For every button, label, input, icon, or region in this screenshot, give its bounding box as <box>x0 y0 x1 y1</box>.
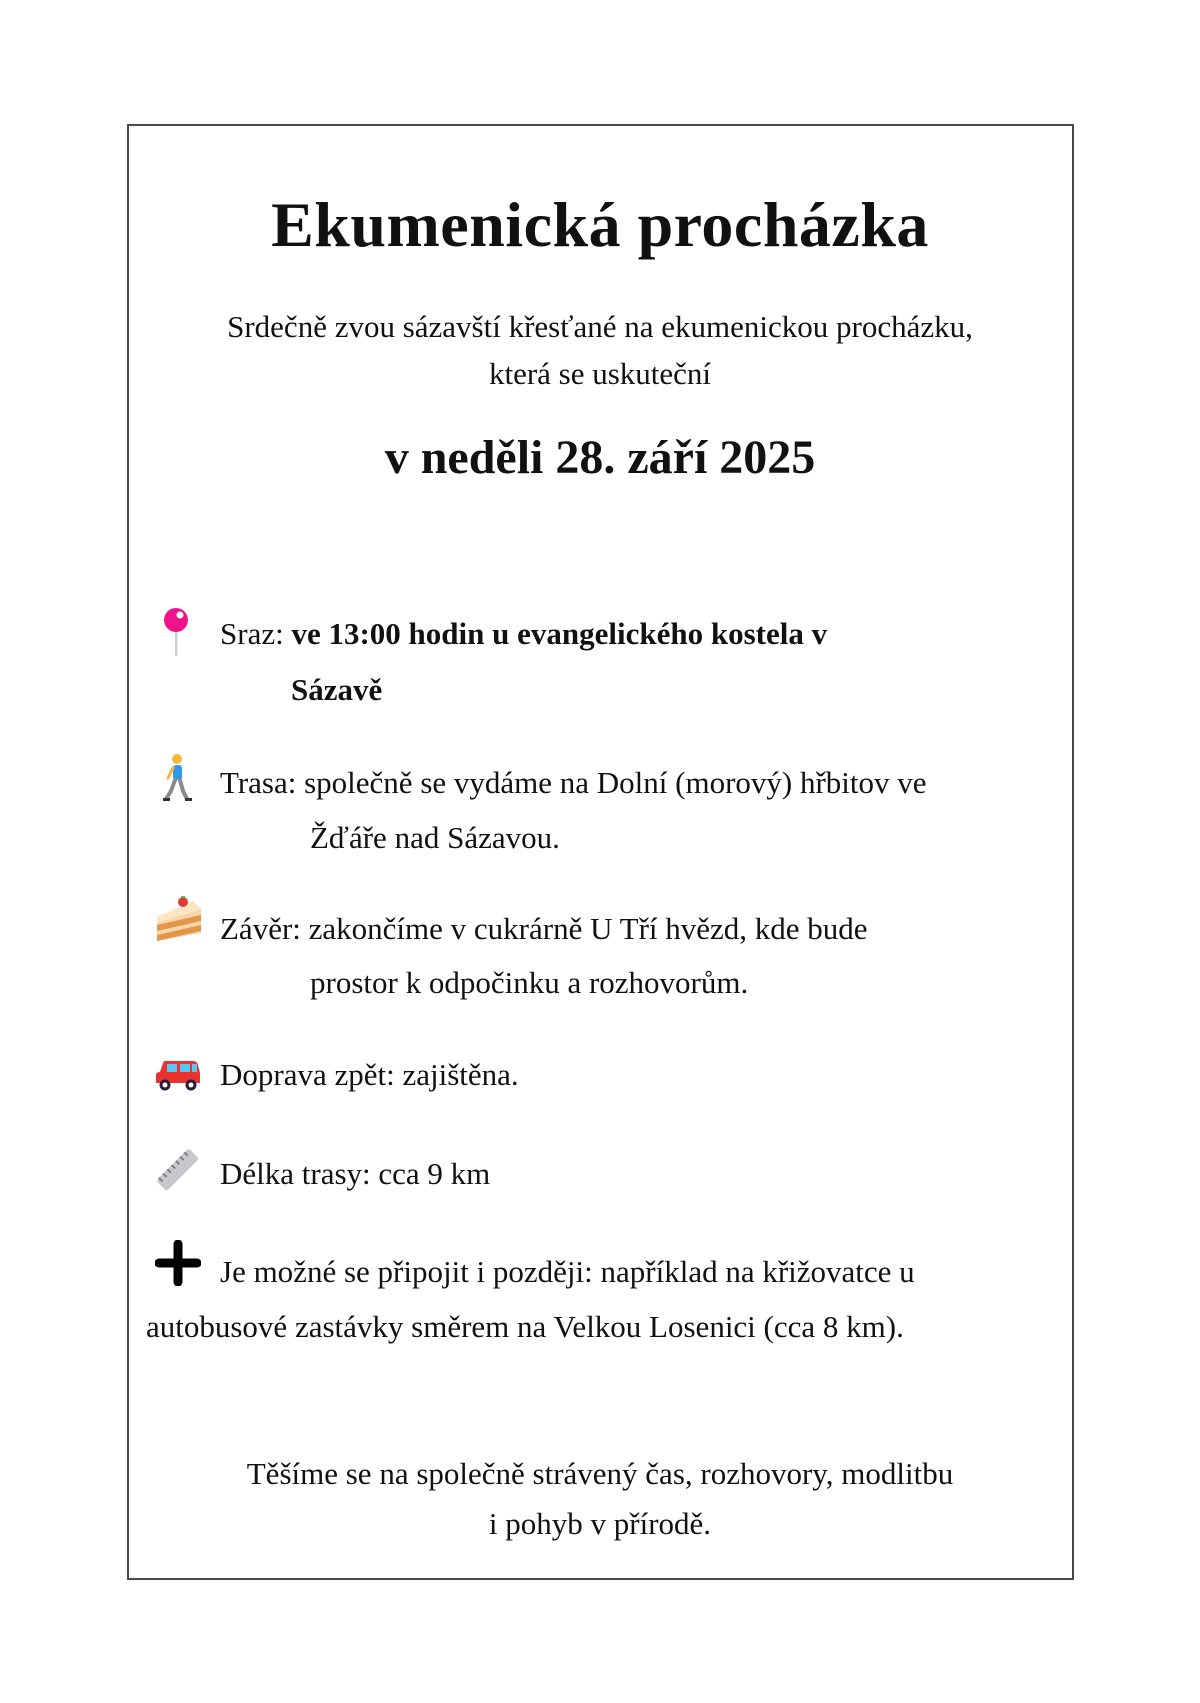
meeting-value-line-2: Sázavě <box>291 672 383 707</box>
page-title: Ekumenická procházka <box>271 189 929 260</box>
meeting-label: Sraz: <box>220 616 284 651</box>
person-walking-icon <box>160 753 194 803</box>
join-later-line-1: Je možné se připojit i později: například na křižovatce u <box>220 1254 915 1289</box>
intro-line-2: která se uskuteční <box>488 356 712 391</box>
route-length-line: Délka trasy: cca 9 km <box>220 1156 491 1191</box>
route-line-1: Trasa: společně se vydáme na Dolní (morový) hřbitov ve <box>220 765 927 800</box>
join-later-line-2: autobusové zastávky směrem na Velkou Losenici (cca 8 km). <box>146 1309 904 1344</box>
event-date: v neděli 28. září 2025 <box>384 431 816 484</box>
ending-line-2: prostor k odpočinku a rozhovorům. <box>310 965 749 1000</box>
route-line-2: Žďáře nad Sázavou. <box>310 820 560 855</box>
shortcake-icon <box>153 895 203 945</box>
ruler-icon <box>153 1145 203 1195</box>
closing-line-2: i pohyb v přírodě. <box>488 1506 712 1541</box>
plus-icon <box>155 1240 201 1286</box>
meeting-point <box>220 616 827 652</box>
closing-line-1: Těšíme se na společně strávený čas, rozhovory, modlitbu <box>246 1456 954 1491</box>
intro-line-1: Srdečně zvou sázavští křesťané na ekumenickou procházku, <box>227 309 973 344</box>
ending-line-1: Závěr: zakončíme v cukrárně U Tří hvězd, kde bude <box>220 911 868 946</box>
meeting-value-line-1: ve 13:00 hodin u evangelického kostela v <box>291 616 828 651</box>
car-icon <box>153 1057 203 1093</box>
pushpin-icon <box>163 606 189 658</box>
transport-line: Doprava zpět: zajištěna. <box>220 1057 519 1092</box>
